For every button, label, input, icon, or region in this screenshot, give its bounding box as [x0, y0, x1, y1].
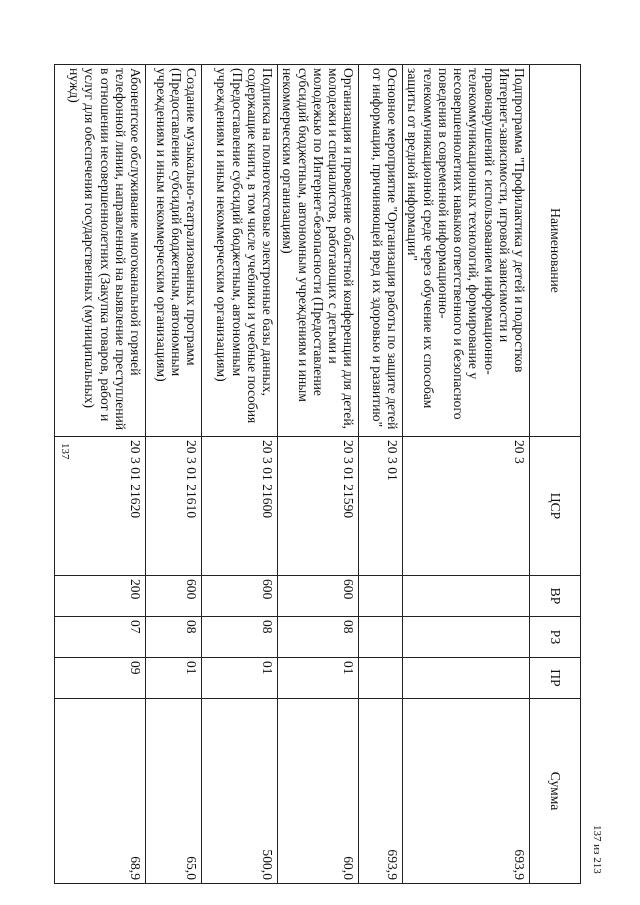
- row-name: Организация и проведение областной конференции для детей, молодежи и специалистов, работающих с детьми и молодежью по Интернет-безопасности (Предоставление субсидий бюджетным, автономным учреждениям и иным некоммерческим организациям): [278, 65, 359, 437]
- row-name: Создание музыкально-театрализованных программ (Предоставление субсидий бюджетным, автономным учреждениям и иным некоммерческим организациям): [146, 65, 202, 437]
- row-rz: 08: [278, 617, 359, 658]
- row-rz: [403, 617, 530, 658]
- row-name: Подписка на полнотекстовые электронные базы данных, содержащие книги, в том числе учебники и учебные пособия (Предоставление субсидий бюджетным, автономным учреждениям и иным некоммерческим организациям): [202, 65, 278, 437]
- row-vr: 200: [55, 576, 146, 617]
- row-pr: 09: [55, 658, 146, 699]
- row-csr: 20 3 01 21590: [278, 437, 359, 576]
- row-sum: 68,9: [55, 699, 146, 884]
- row-vr: 600: [202, 576, 278, 617]
- table-header-row: [530, 65, 581, 884]
- header-vr: ВР: [530, 576, 581, 617]
- row-csr: 20 3 01 21600: [202, 437, 278, 576]
- row-pr: [403, 658, 530, 699]
- row-csr: 20 3 01 21620: [55, 437, 146, 576]
- table-row: [403, 65, 530, 884]
- table-row: [202, 65, 278, 884]
- header-name: Наименование: [530, 65, 581, 437]
- budget-table: [54, 64, 581, 884]
- row-sum: 60,0: [278, 699, 359, 884]
- rotated-table-container: [67, 64, 581, 883]
- row-pr: 01: [278, 658, 359, 699]
- table-row: [55, 65, 146, 884]
- row-csr: 20 3: [403, 437, 530, 576]
- table-row: [146, 65, 202, 884]
- row-sum: 500,0: [202, 699, 278, 884]
- row-name: Основное мероприятие "Организация работы по защите детей от информации, причиняющей вред их здоровью и развитию": [359, 65, 403, 437]
- header-csr: ЦСР: [530, 437, 581, 576]
- row-sum: 65,0: [146, 699, 202, 884]
- row-vr: 600: [146, 576, 202, 617]
- row-rz: [359, 617, 403, 658]
- table-row: [278, 65, 359, 884]
- row-rz: 07: [55, 617, 146, 658]
- row-sum: 693,9: [359, 699, 403, 884]
- row-sum: 693,9: [403, 699, 530, 884]
- row-name: Абонентское обслуживание многоканальной горячей телефонной линии, направленной на выявление преступлений в отношении несовершеннолетних (Закупка товаров, работ и услуг для обеспечения государственных (муниципальных) нужд): [55, 65, 146, 437]
- row-vr: [359, 576, 403, 617]
- row-csr: 20 3 01 21610: [146, 437, 202, 576]
- row-rz: 08: [202, 617, 278, 658]
- row-csr: 20 3 01: [359, 437, 403, 576]
- row-vr: [403, 576, 530, 617]
- header-pr: ПР: [530, 658, 581, 699]
- row-vr: 600: [278, 576, 359, 617]
- header-sum: Сумма: [530, 699, 581, 884]
- header-rz: РЗ: [530, 617, 581, 658]
- table-row: [359, 65, 403, 884]
- row-pr: 01: [146, 658, 202, 699]
- row-rz: 08: [146, 617, 202, 658]
- row-pr: [359, 658, 403, 699]
- page-number: 137: [59, 443, 71, 460]
- row-name: Подпрограмма "Профилактика у детей и подростков Интернет-зависимости, игровой зависимости и правонарушений с использованием информационно-телекоммуникационных технологий, формирование у несовершеннолетних навыков ответственного и безопасного поведения в современной информационно-телекоммуникационной среде через обучение их способам защиты от вредной информации": [403, 65, 530, 437]
- page-footer: 137 из 213: [591, 825, 603, 874]
- row-pr: 01: [202, 658, 278, 699]
